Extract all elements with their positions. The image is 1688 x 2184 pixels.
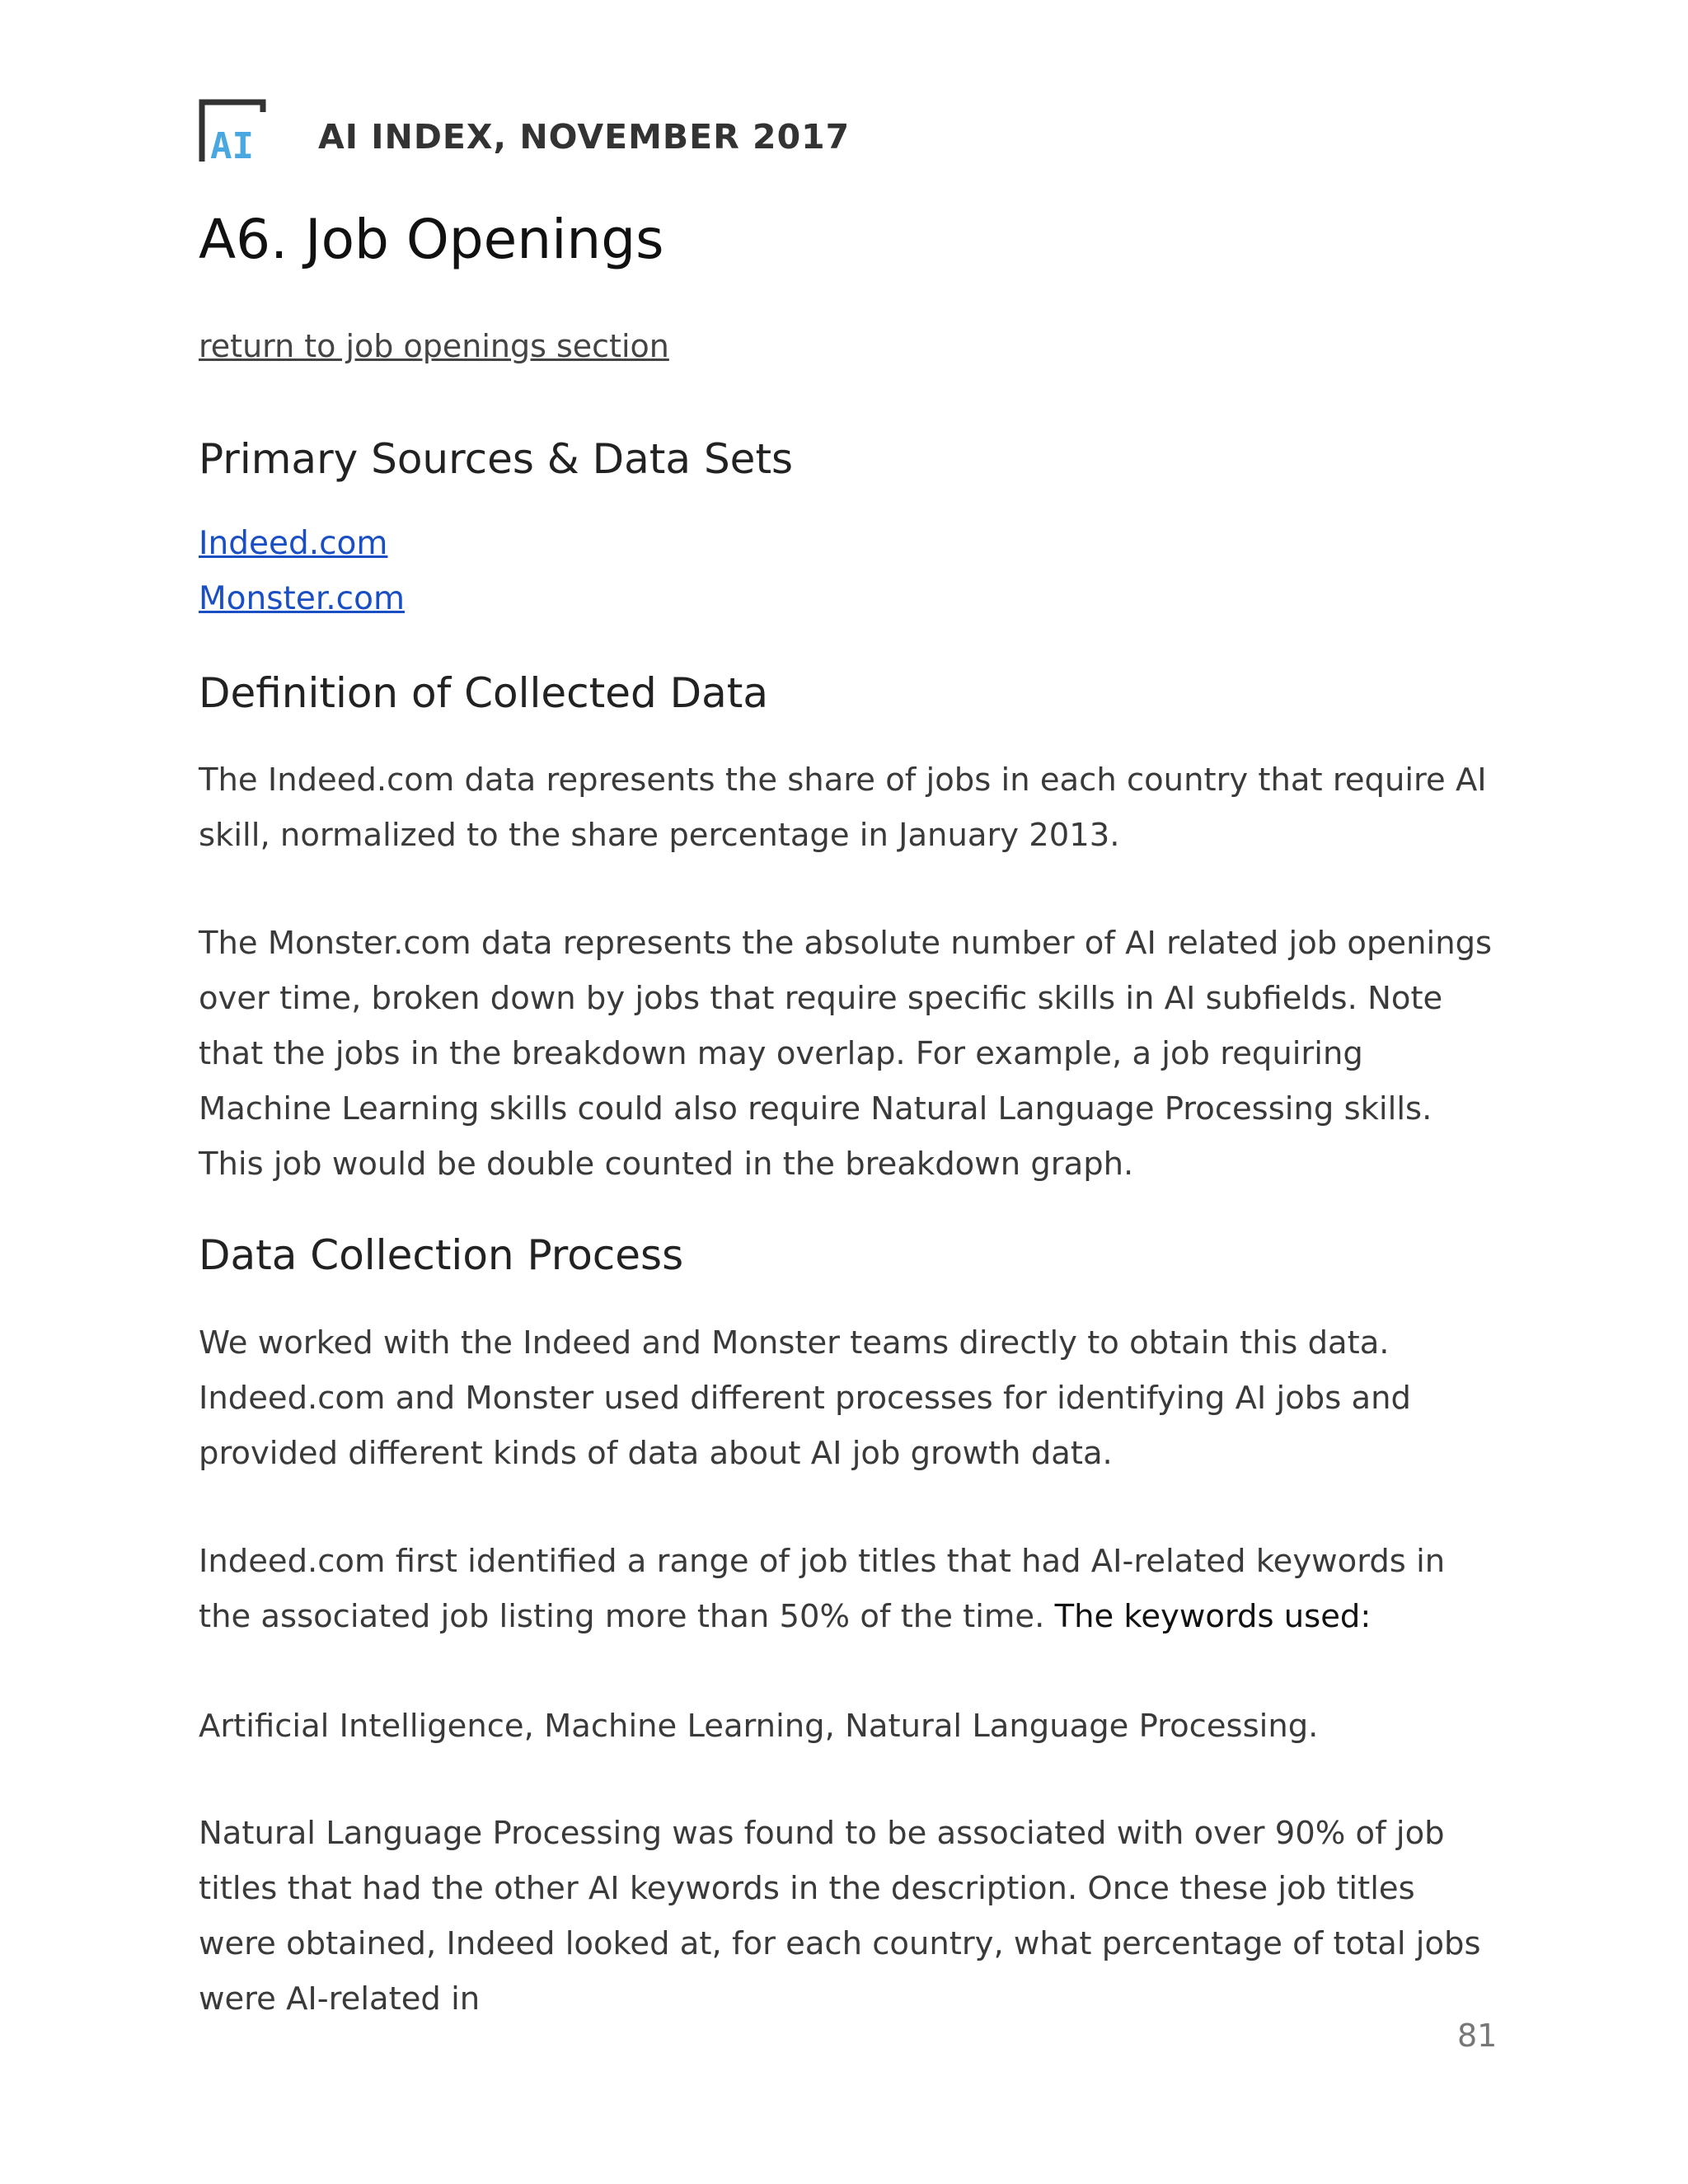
indeed-link[interactable]: Indeed.com [199, 525, 388, 562]
page-title: A6. Job Openings [199, 208, 664, 271]
process-paragraph-2 [199, 1534, 1493, 1644]
return-to-section-link[interactable]: return to job openings section [199, 328, 669, 364]
page-number: 81 [1457, 2018, 1498, 2054]
monster-link[interactable]: Monster.com [199, 580, 405, 617]
keywords-list: Artificial Intelligence, Machine Learning, Natural Language Processing. [199, 1708, 1319, 1745]
document-label: AI INDEX, NOVEMBER 2017 [318, 117, 851, 157]
definition-paragraph-2: The Monster.com data represents the absolute number of AI related job openings over time, broken down by jobs that require specific skills in AI subfields. Note that the jobs in the breakdown may overlap. For example, a job requiring Machine Learning skills could also require Natural Language Processing skills. This job would be double counted in the breakdown graph. [199, 925, 1493, 1183]
process-paragraph-1: We worked with the Indeed and Monster teams directly to obtain this data. Indeed.com and Monster used different processes for identifying AI jobs and provided different kinds of data about AI job growth data. [199, 1324, 1411, 1472]
sources-heading: Primary Sources & Data Sets [199, 435, 794, 483]
ai-index-logo [199, 99, 271, 163]
process-paragraph-4: Natural Language Processing was found to be associated with over 90% of job titles that had the other AI keywords in the description. Once these job titles were obtained, Indeed looked at, for each country, what percentage of total jobs were AI-related in [199, 1815, 1481, 2018]
logo-letters: AI [210, 125, 254, 163]
process-paragraph-2-text: Indeed.com first identified a range of job titles that had AI-related keywords in the associated job listing more than 50% of the time. [199, 1543, 1446, 1635]
definition-heading: Definition of Collected Data [199, 669, 769, 717]
definition-paragraph-1: The Indeed.com data represents the share of jobs in each country that require AI skill, normalized to the share percentage in January 2013. [199, 762, 1487, 854]
process-heading: Data Collection Process [199, 1231, 684, 1279]
keywords-lead-in: The keywords used: [1054, 1598, 1372, 1635]
